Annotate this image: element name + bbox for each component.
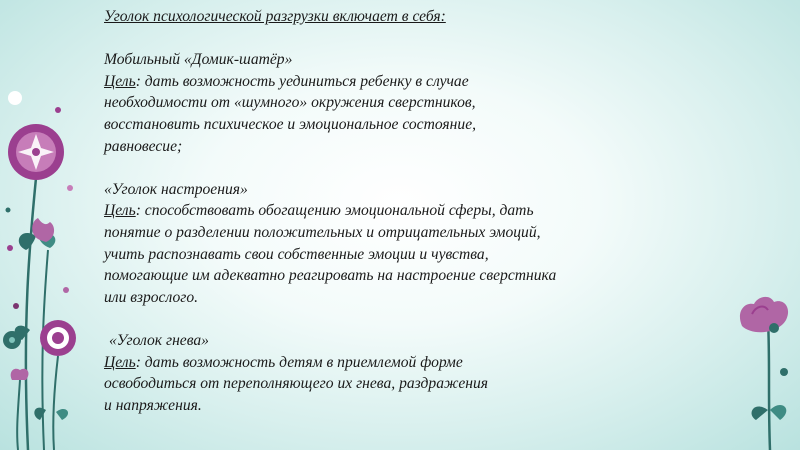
goal-label: Цель	[104, 353, 136, 371]
goal-line: или взрослого.	[104, 288, 199, 306]
flower-large-icon	[8, 124, 64, 180]
section-title: «Уголок настроения»	[104, 180, 248, 198]
text-block	[104, 6, 724, 416]
goal-label: Цель	[104, 202, 136, 220]
flower-round-icon	[40, 320, 76, 356]
goal-line: понятие о разделении положительных и отрицательных эмоций,	[104, 223, 541, 241]
goal-line: восстановить психическое и эмоциональное состояние,	[104, 115, 477, 133]
goal-line: Цель: способствовать обогащению эмоциональной сферы, дать	[104, 202, 534, 220]
goal-line: необходимости от «шумного» окружения сверстников,	[104, 94, 476, 112]
goal-line: и напряжения.	[104, 396, 202, 414]
tulip-icon	[32, 218, 54, 242]
tulip-right-icon	[740, 297, 788, 332]
section-title: Мобильный «Домик-шатёр»	[104, 51, 293, 69]
left-flowers-decoration	[0, 0, 110, 450]
goal-line: Цель: дать возможность детям в приемлемой форме	[104, 353, 463, 371]
goal-line: освободиться от переполняющего их гнева, раздражения	[104, 375, 489, 393]
goal-line: учить распознавать свои собственные эмоции и чувства,	[104, 245, 489, 263]
teal-flower-icon	[3, 331, 21, 349]
goal-label: Цель	[104, 72, 136, 90]
heading: Уголок психологической разгрузки включает в себя:	[104, 8, 446, 25]
goal-line: равновесие;	[104, 137, 183, 155]
section-title: «Уголок гнева»	[109, 331, 209, 349]
goal-line: помогающие им адекватно реагировать на настроение сверстника	[104, 267, 557, 285]
goal-line: Цель: дать возможность уединиться ребенку в случае	[104, 72, 469, 90]
